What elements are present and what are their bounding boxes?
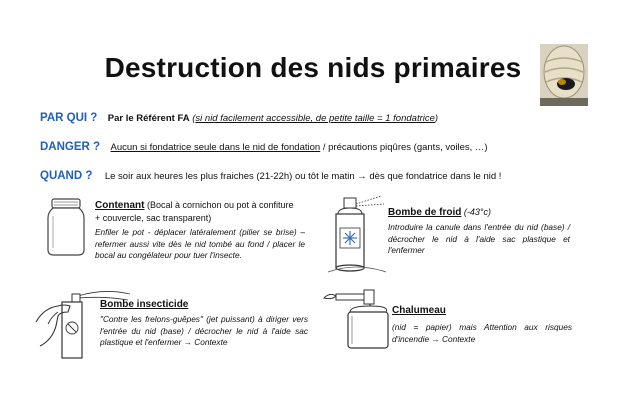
jar-icon — [46, 198, 86, 256]
contenant-desc: Enfiler le pot - déplacer latéralement (pilier se brise) – refermer aussi vite dès le nid tombé au fond / placer le bocal au congélateur pour tuer l'insecte. — [95, 227, 305, 260]
contenant-title: Contenant — [95, 200, 145, 211]
par-qui-underlined: si nid facilement accessible, de petite taille = 1 fondatrice — [195, 113, 435, 124]
bombe-froid-subtitle: (-43°c) — [461, 207, 491, 217]
bombe-froid-title: Bombe de froid — [388, 207, 462, 218]
danger-row — [40, 137, 488, 155]
cold-spray-icon — [326, 192, 388, 276]
nest-photo — [540, 44, 588, 106]
par-qui-paren-open: ( — [189, 113, 196, 124]
danger-underlined: Aucun si fondatrice seule dans le nid de fondation — [110, 142, 321, 153]
bombe-insecticide-title: Bombe insecticide — [100, 299, 189, 310]
danger-label: DANGER ? — [40, 141, 101, 153]
page-title: Destruction des nids primaires — [104, 52, 522, 83]
chalumeau-title: Chalumeau — [392, 305, 446, 316]
quand-row — [40, 166, 501, 184]
quand-text: Le soir aux heures les plus fraiches (21-22h) ou tôt le matin → dès que fondatrice dans le nid ! — [104, 171, 502, 182]
bombe-froid-card — [388, 206, 570, 257]
danger-rest: / précautions piqûres (gants, voiles, …) — [320, 142, 488, 153]
bombe-insecticide-card — [100, 298, 308, 349]
chalumeau-desc: (nid = papier) mais Attention aux risques d'incendie → Contexte — [392, 322, 572, 344]
chalumeau-card — [392, 304, 572, 345]
quand-label: QUAND ? — [40, 170, 93, 182]
par-qui-row — [40, 108, 438, 126]
contenant-subtitle-2: + couvercle, sac transparent) — [95, 213, 212, 223]
blowtorch-icon — [320, 288, 390, 352]
par-qui-paren-close: ) — [434, 113, 439, 124]
bombe-froid-desc: Introduire la canule dans l'entrée du nid (base) / décrocher le nid à l'aide sac plastique et l'enfermer — [388, 222, 570, 255]
par-qui-bold: Par le Référent FA — [107, 113, 190, 124]
par-qui-label: PAR QUI ? — [40, 112, 98, 124]
contenant-card — [95, 199, 305, 262]
bombe-insecticide-desc: "Contre les frelons-guêpes" (jet puissant) à diriger vers l'entrée du nid (base) / décrocher le nid à l'aide sac plastique et l'enfermer → Contexte — [100, 314, 308, 347]
contenant-subtitle-1: (Bocal à cornichon ou pot à confiture — [144, 200, 294, 210]
